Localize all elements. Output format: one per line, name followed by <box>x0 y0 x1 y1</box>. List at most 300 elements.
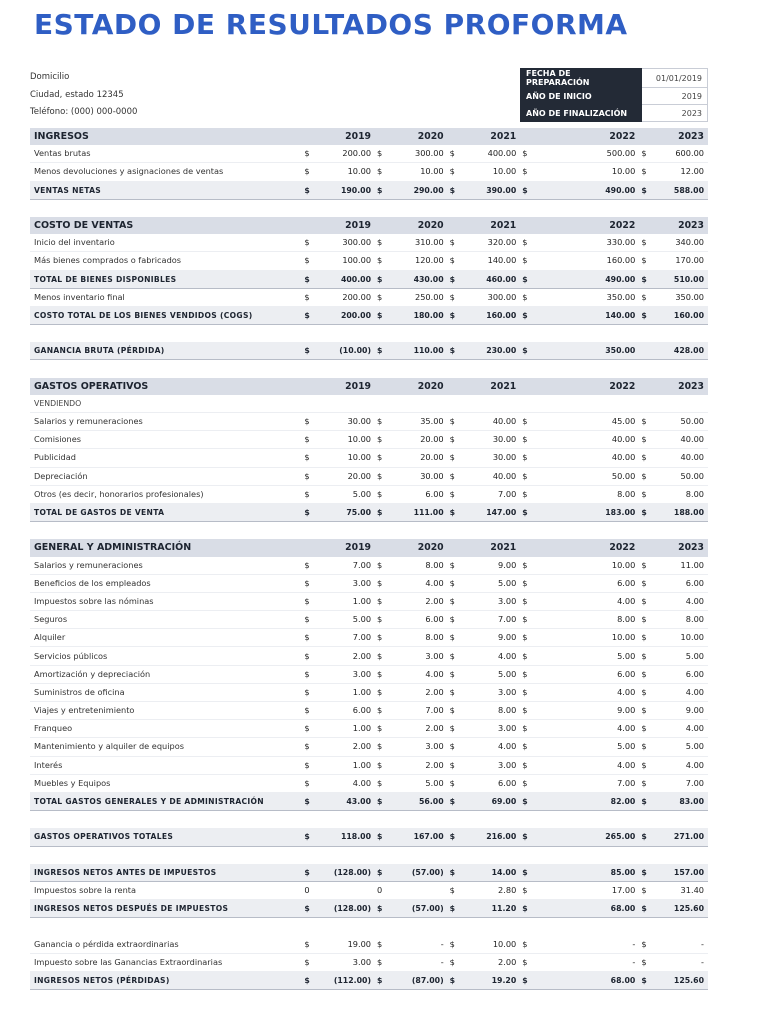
amount-cell[interactable]: 2.00 <box>387 592 448 610</box>
amount-cell[interactable]: 6.00 <box>460 774 521 792</box>
amount-cell[interactable]: 2.00 <box>315 647 376 665</box>
currency-sign: $ <box>375 503 387 521</box>
amount-cell[interactable]: 4.00 <box>315 774 376 792</box>
amount-cell[interactable]: 7.00 <box>651 774 708 792</box>
currency-sign: $ <box>520 647 532 665</box>
amount-cell: 183.00 <box>532 503 639 521</box>
amount-cell[interactable]: 7.00 <box>460 611 521 629</box>
currency-sign: $ <box>448 557 460 575</box>
currency-sign: $ <box>520 449 532 467</box>
amount-cell: 11.20 <box>460 900 521 918</box>
currency-sign: $ <box>520 864 532 882</box>
currency-sign: $ <box>639 163 651 181</box>
currency-sign: $ <box>302 792 314 810</box>
currency-sign: $ <box>448 881 460 899</box>
year-label: 2021 <box>460 378 521 395</box>
currency-sign: $ <box>520 792 532 810</box>
amount-cell[interactable] <box>387 395 448 413</box>
currency-sign: $ <box>639 647 651 665</box>
currency-sign: $ <box>520 145 532 163</box>
amount-cell[interactable]: 4.00 <box>460 738 521 756</box>
amount-cell[interactable]: 4.00 <box>651 720 708 738</box>
row-label: INGRESOS NETOS DESPUÉS DE IMPUESTOS <box>30 900 302 918</box>
amount-cell[interactable]: - <box>651 953 708 971</box>
amount-cell[interactable]: 2.00 <box>387 683 448 701</box>
header-spacer <box>639 128 651 145</box>
currency-sign: $ <box>375 449 387 467</box>
row-label: Suministros de oficina <box>30 683 302 701</box>
amount-cell[interactable]: 35.00 <box>387 413 448 431</box>
header-spacer <box>448 378 460 395</box>
amount-cell[interactable] <box>460 395 521 413</box>
year-label: 2023 <box>651 378 708 395</box>
amount-cell[interactable]: 4.00 <box>532 720 639 738</box>
amount-cell[interactable]: 320.00 <box>460 234 521 252</box>
amount-cell[interactable]: 9.00 <box>651 702 708 720</box>
total-row-ingresos-netos-despues-de-impuestos <box>30 900 708 918</box>
amount-cell[interactable]: 5.00 <box>532 647 639 665</box>
amount-cell: 56.00 <box>387 792 448 810</box>
currency-sign: $ <box>302 234 314 252</box>
amount-cell[interactable]: 2.80 <box>460 881 521 899</box>
amount-cell[interactable]: 10.00 <box>315 163 376 181</box>
year-label: 2020 <box>387 378 448 395</box>
row-franqueo <box>30 720 708 738</box>
meta-row <box>521 69 708 88</box>
row-label: Muebles y Equipos <box>30 774 302 792</box>
currency-sign: $ <box>520 683 532 701</box>
spacer-row <box>30 846 708 864</box>
year-label: 2019 <box>315 217 376 234</box>
row-label: Impuesto sobre las Ganancias Extraordinarias <box>30 953 302 971</box>
amount-cell[interactable]: - <box>387 953 448 971</box>
amount-cell[interactable]: 160.00 <box>532 252 639 270</box>
row-label: VENTAS NETAS <box>30 181 302 199</box>
amount-cell[interactable]: 2.00 <box>387 756 448 774</box>
amount-cell[interactable]: 8.00 <box>532 611 639 629</box>
amount-cell[interactable]: 50.00 <box>651 413 708 431</box>
currency-sign: $ <box>302 647 314 665</box>
amount-cell[interactable]: - <box>532 953 639 971</box>
spacer-row <box>30 360 708 378</box>
header-spacer <box>375 217 387 234</box>
amount-cell[interactable]: 9.00 <box>532 702 639 720</box>
amount-cell[interactable]: 350.00 <box>532 288 639 306</box>
amount-cell[interactable]: 30.00 <box>387 467 448 485</box>
currency-sign: $ <box>520 629 532 647</box>
amount-cell[interactable]: 20.00 <box>315 467 376 485</box>
row-impuestos-sobre-la-renta <box>30 881 708 899</box>
currency-sign: $ <box>520 935 532 953</box>
currency-sign: $ <box>375 683 387 701</box>
currency-sign: $ <box>639 252 651 270</box>
currency-sign: $ <box>448 288 460 306</box>
amount-cell[interactable]: 500.00 <box>532 145 639 163</box>
amount-cell[interactable]: 330.00 <box>532 234 639 252</box>
amount-cell[interactable]: 11.00 <box>651 557 708 575</box>
currency-sign <box>520 395 532 413</box>
currency-sign: $ <box>520 702 532 720</box>
amount-cell[interactable]: 4.00 <box>651 592 708 610</box>
amount-cell[interactable] <box>651 395 708 413</box>
currency-sign: $ <box>375 413 387 431</box>
header-spacer <box>448 217 460 234</box>
amount-cell[interactable]: 12.00 <box>651 163 708 181</box>
meta-row <box>521 105 708 122</box>
amount-cell[interactable]: 3.00 <box>387 738 448 756</box>
currency-sign: $ <box>639 234 651 252</box>
amount-cell[interactable] <box>387 881 448 899</box>
amount-cell[interactable]: 6.00 <box>532 665 639 683</box>
currency-sign: $ <box>302 163 314 181</box>
amount-cell[interactable]: 4.00 <box>532 592 639 610</box>
currency-sign: $ <box>375 647 387 665</box>
amount-cell[interactable]: 200.00 <box>315 288 376 306</box>
row-beneficios-de-los-empleados <box>30 574 708 592</box>
amount-cell[interactable]: 7.00 <box>460 485 521 503</box>
amount-cell[interactable]: - <box>532 935 639 953</box>
amount-cell[interactable]: 4.00 <box>460 647 521 665</box>
currency-sign: $ <box>302 774 314 792</box>
currency-sign: $ <box>302 145 314 163</box>
amount-cell: 271.00 <box>651 828 708 846</box>
amount-cell[interactable]: 30.00 <box>460 449 521 467</box>
currency-sign: $ <box>302 270 314 288</box>
row-menos-devoluciones-y-asignaciones-de-ventas <box>30 163 708 181</box>
row-label: Salarios y remuneraciones <box>30 557 302 575</box>
year-label: 2019 <box>315 378 376 395</box>
amount-cell: 190.00 <box>315 181 376 199</box>
amount-cell[interactable]: 300.00 <box>460 288 521 306</box>
amount-cell[interactable]: 5.00 <box>387 774 448 792</box>
amount-cell[interactable]: 7.00 <box>387 702 448 720</box>
currency-sign: $ <box>375 864 387 882</box>
row-seguros <box>30 611 708 629</box>
amount-cell: 68.00 <box>532 900 639 918</box>
total-row-costo-total-de-los-bienes-vendidos-cogs <box>30 306 708 324</box>
currency-sign: $ <box>302 611 314 629</box>
currency-sign: $ <box>448 485 460 503</box>
amount-cell[interactable]: 1.00 <box>315 592 376 610</box>
amount-cell[interactable]: 40.00 <box>532 449 639 467</box>
year-label: 2023 <box>651 217 708 234</box>
amount-cell[interactable]: 10.00 <box>532 557 639 575</box>
amount-cell[interactable]: 8.00 <box>387 629 448 647</box>
currency-sign: $ <box>639 503 651 521</box>
currency-sign: $ <box>448 592 460 610</box>
currency-sign: $ <box>375 774 387 792</box>
amount-cell[interactable]: 340.00 <box>651 234 708 252</box>
amount-cell[interactable]: 10.00 <box>315 449 376 467</box>
amount-cell[interactable]: 310.00 <box>387 234 448 252</box>
amount-cell[interactable]: 6.00 <box>387 611 448 629</box>
amount-cell: (128.00) <box>315 864 376 882</box>
amount-cell[interactable]: 20.00 <box>387 449 448 467</box>
amount-cell[interactable]: 50.00 <box>651 467 708 485</box>
currency-sign: $ <box>520 234 532 252</box>
amount-cell[interactable]: 8.00 <box>651 485 708 503</box>
amount-cell[interactable]: 10.00 <box>460 935 521 953</box>
currency-sign: $ <box>302 738 314 756</box>
currency-sign: $ <box>639 270 651 288</box>
row-label: COSTO DE VENTAS <box>30 217 302 234</box>
amount-cell[interactable]: 7.00 <box>315 629 376 647</box>
amount-cell: 350.00 <box>532 342 639 360</box>
currency-sign: $ <box>520 828 532 846</box>
currency-sign: $ <box>448 935 460 953</box>
amount-cell[interactable]: 40.00 <box>460 467 521 485</box>
currency-sign: $ <box>639 738 651 756</box>
currency-sign: $ <box>302 720 314 738</box>
row-servicios-publicos <box>30 647 708 665</box>
currency-sign <box>639 342 651 360</box>
amount-cell: (128.00) <box>315 900 376 918</box>
row-label: GASTOS OPERATIVOS <box>30 378 302 395</box>
amount-cell[interactable]: 600.00 <box>651 145 708 163</box>
amount-cell[interactable]: 6.00 <box>651 574 708 592</box>
amount-cell: 19.20 <box>460 971 521 989</box>
amount-cell[interactable]: 3.00 <box>315 953 376 971</box>
currency-sign: $ <box>639 828 651 846</box>
amount-cell[interactable]: 45.00 <box>532 413 639 431</box>
row-label: Impuestos sobre la renta <box>30 881 302 899</box>
header-spacer <box>375 128 387 145</box>
currency-sign: $ <box>639 467 651 485</box>
total-row-ganancia-bruta-perdida <box>30 342 708 360</box>
currency-sign: $ <box>302 900 314 918</box>
amount-cell[interactable]: 3.00 <box>460 592 521 610</box>
row-publicidad <box>30 449 708 467</box>
row-comisiones <box>30 431 708 449</box>
amount-cell[interactable]: 30.00 <box>460 431 521 449</box>
amount-cell[interactable] <box>315 881 376 899</box>
amount-cell[interactable]: 4.00 <box>532 683 639 701</box>
currency-sign: $ <box>639 181 651 199</box>
amount-cell[interactable]: 40.00 <box>651 449 708 467</box>
amount-cell[interactable]: 9.00 <box>460 557 521 575</box>
amount-cell[interactable]: 10.00 <box>315 431 376 449</box>
header-spacer <box>302 539 314 556</box>
currency-sign: $ <box>375 828 387 846</box>
amount-cell[interactable]: 20.00 <box>387 431 448 449</box>
amount-cell[interactable]: 19.00 <box>315 935 376 953</box>
amount-cell: 460.00 <box>460 270 521 288</box>
header-spacer <box>520 128 532 145</box>
amount-cell: 428.00 <box>651 342 708 360</box>
amount-cell[interactable]: 300.00 <box>387 145 448 163</box>
amount-cell[interactable]: 1.00 <box>315 720 376 738</box>
row-label: Amortización y depreciación <box>30 665 302 683</box>
amount-cell[interactable]: 31.40 <box>651 881 708 899</box>
amount-cell[interactable]: 170.00 <box>651 252 708 270</box>
currency-sign: $ <box>639 702 651 720</box>
amount-cell[interactable]: 6.00 <box>315 702 376 720</box>
amount-cell[interactable]: 3.00 <box>315 665 376 683</box>
currency-sign: $ <box>375 270 387 288</box>
header-spacer <box>520 217 532 234</box>
row-label: Comisiones <box>30 431 302 449</box>
amount-cell[interactable]: 6.00 <box>532 574 639 592</box>
currency-sign: $ <box>375 629 387 647</box>
currency-sign: 0 <box>302 881 314 899</box>
currency-sign: $ <box>375 720 387 738</box>
currency-sign: $ <box>520 557 532 575</box>
page-title: ESTADO DE RESULTADOS PROFORMA <box>34 8 628 41</box>
amount-cell[interactable]: 10.00 <box>532 629 639 647</box>
amount-cell[interactable]: 2.00 <box>460 953 521 971</box>
currency-sign: $ <box>448 971 460 989</box>
amount-cell[interactable]: 9.00 <box>460 629 521 647</box>
amount-cell[interactable]: 5.00 <box>315 485 376 503</box>
amount-cell[interactable]: 4.00 <box>532 756 639 774</box>
currency-sign: $ <box>448 900 460 918</box>
amount-cell[interactable]: 2.00 <box>387 720 448 738</box>
amount-cell: 14.00 <box>460 864 521 882</box>
amount-cell[interactable]: - <box>387 935 448 953</box>
currency-sign: $ <box>520 181 532 199</box>
amount-cell[interactable]: 4.00 <box>387 665 448 683</box>
amount-cell[interactable]: 5.00 <box>460 665 521 683</box>
currency-sign: $ <box>520 592 532 610</box>
currency-sign: $ <box>520 574 532 592</box>
amount-cell[interactable]: 6.00 <box>387 485 448 503</box>
year-label: 2020 <box>387 539 448 556</box>
amount-cell[interactable]: 40.00 <box>460 413 521 431</box>
amount-cell[interactable]: 6.00 <box>651 665 708 683</box>
amount-cell[interactable]: 7.00 <box>532 774 639 792</box>
amount-cell[interactable]: 1.00 <box>315 756 376 774</box>
amount-cell[interactable]: 1.00 <box>315 683 376 701</box>
currency-sign: $ <box>375 665 387 683</box>
currency-sign: $ <box>302 288 314 306</box>
currency-sign: $ <box>639 413 651 431</box>
amount-cell: 82.00 <box>532 792 639 810</box>
currency-sign: $ <box>639 792 651 810</box>
amount-cell[interactable]: 8.00 <box>532 485 639 503</box>
currency-sign: $ <box>302 828 314 846</box>
amount-cell[interactable]: 140.00 <box>460 252 521 270</box>
currency-sign: $ <box>448 342 460 360</box>
amount-cell[interactable]: 2.00 <box>315 738 376 756</box>
currency-sign: $ <box>448 181 460 199</box>
amount-cell[interactable]: 4.00 <box>387 574 448 592</box>
amount-cell: 83.00 <box>651 792 708 810</box>
amount-cell[interactable]: 3.00 <box>460 756 521 774</box>
amount-cell[interactable]: 10.00 <box>387 163 448 181</box>
section-header-ingresos <box>30 128 708 145</box>
currency-sign: $ <box>448 449 460 467</box>
currency-sign: $ <box>302 306 314 324</box>
currency-sign: $ <box>639 629 651 647</box>
amount-cell[interactable]: 4.00 <box>651 683 708 701</box>
amount-cell[interactable]: 8.00 <box>460 702 521 720</box>
amount-cell[interactable]: 3.00 <box>460 720 521 738</box>
currency-sign: $ <box>448 864 460 882</box>
currency-sign: $ <box>448 467 460 485</box>
amount-cell[interactable]: 120.00 <box>387 252 448 270</box>
currency-sign: $ <box>639 971 651 989</box>
row-label: Ventas brutas <box>30 145 302 163</box>
amount-cell[interactable]: 400.00 <box>460 145 521 163</box>
amount-cell: 490.00 <box>532 181 639 199</box>
amount-cell[interactable]: 350.00 <box>651 288 708 306</box>
amount-cell[interactable]: 5.00 <box>532 738 639 756</box>
amount-cell[interactable]: 10.00 <box>460 163 521 181</box>
amount-cell[interactable]: 4.00 <box>651 756 708 774</box>
row-label: Impuestos sobre las nóminas <box>30 592 302 610</box>
amount-cell[interactable] <box>532 395 639 413</box>
amount-cell[interactable]: - <box>651 935 708 953</box>
amount-cell[interactable]: 3.00 <box>460 683 521 701</box>
meta-label: AÑO DE FINALIZACIÓN <box>521 105 642 122</box>
currency-sign: $ <box>520 467 532 485</box>
amount-cell[interactable]: 10.00 <box>532 163 639 181</box>
amount-cell[interactable]: 100.00 <box>315 252 376 270</box>
amount-cell: 110.00 <box>387 342 448 360</box>
currency-sign: $ <box>448 629 460 647</box>
amount-cell[interactable]: 40.00 <box>532 431 639 449</box>
amount-cell[interactable]: 5.00 <box>460 574 521 592</box>
amount-cell[interactable]: 3.00 <box>387 647 448 665</box>
total-row-gastos-operativos-totales <box>30 828 708 846</box>
amount-cell[interactable] <box>315 395 376 413</box>
section-header-costo-de-ventas <box>30 217 708 234</box>
amount-cell[interactable]: 40.00 <box>651 431 708 449</box>
amount-cell[interactable]: 30.00 <box>315 413 376 431</box>
row-mas-bienes-comprados-o-fabricados <box>30 252 708 270</box>
currency-sign: $ <box>375 252 387 270</box>
amount-cell: 290.00 <box>387 181 448 199</box>
amount-cell[interactable]: 5.00 <box>315 611 376 629</box>
amount-cell: 125.60 <box>651 971 708 989</box>
amount-cell[interactable]: 17.00 <box>532 881 639 899</box>
currency-sign: $ <box>448 503 460 521</box>
currency-sign: $ <box>375 611 387 629</box>
amount-cell: (57.00) <box>387 900 448 918</box>
amount-cell: 157.00 <box>651 864 708 882</box>
amount-cell[interactable]: 3.00 <box>315 574 376 592</box>
start-year-field[interactable]: 2019 <box>642 88 708 105</box>
amount-cell[interactable]: 5.00 <box>651 647 708 665</box>
end-year-field[interactable]: 2023 <box>642 105 708 122</box>
spacer-cell <box>30 811 708 829</box>
row-menos-inventario-final <box>30 288 708 306</box>
currency-sign: $ <box>448 792 460 810</box>
amount-cell: 75.00 <box>315 503 376 521</box>
amount-cell[interactable]: 8.00 <box>387 557 448 575</box>
amount-cell: 118.00 <box>315 828 376 846</box>
row-label: Menos inventario final <box>30 288 302 306</box>
amount-cell[interactable]: 250.00 <box>387 288 448 306</box>
spacer-cell <box>30 918 708 936</box>
amount-cell[interactable]: 8.00 <box>651 611 708 629</box>
currency-sign: $ <box>448 647 460 665</box>
amount-cell[interactable]: 10.00 <box>651 629 708 647</box>
amount-cell[interactable]: 7.00 <box>315 557 376 575</box>
amount-cell: 68.00 <box>532 971 639 989</box>
amount-cell[interactable]: 5.00 <box>651 738 708 756</box>
currency-sign: $ <box>520 163 532 181</box>
amount-cell[interactable]: 50.00 <box>532 467 639 485</box>
currency-sign: $ <box>448 683 460 701</box>
row-label: INGRESOS <box>30 128 302 145</box>
row-label: Viajes y entretenimiento <box>30 702 302 720</box>
amount-cell[interactable]: 200.00 <box>315 145 376 163</box>
currency-sign: $ <box>639 900 651 918</box>
amount-cell[interactable]: 300.00 <box>315 234 376 252</box>
currency-sign: $ <box>639 756 651 774</box>
preparation-date-field[interactable]: 01/01/2019 <box>642 69 708 88</box>
